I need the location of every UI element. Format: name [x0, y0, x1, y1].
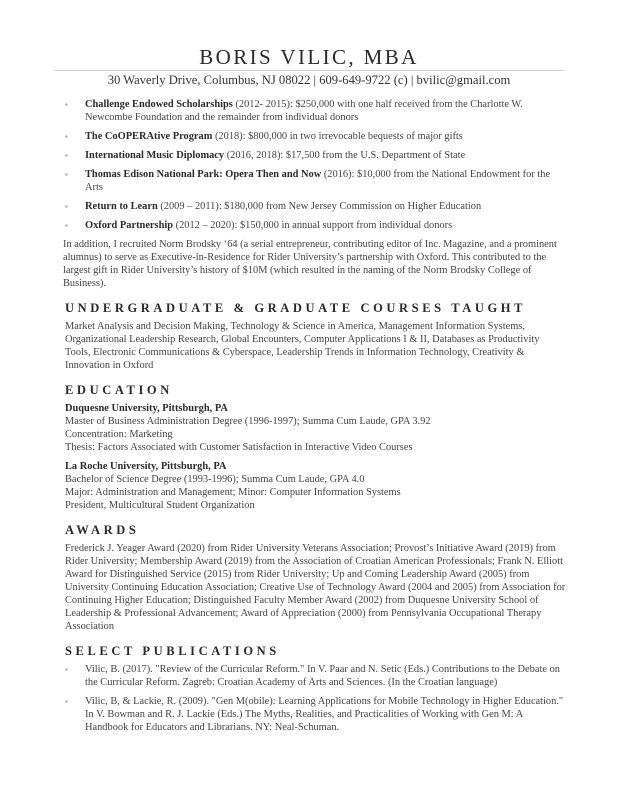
education-line: Master of Business Administration Degree (1996-1997); Summa Cum Laude, GPA 3.92	[65, 416, 431, 427]
publication-item	[65, 695, 567, 734]
grant-title: Thomas Edison National Park: Opera Then and Now	[85, 169, 322, 180]
awards-heading: AWARDS	[65, 523, 140, 537]
grant-item	[65, 98, 567, 124]
candidate-name: BORIS VILIC, MBA	[199, 45, 419, 69]
resume-body	[65, 98, 567, 740]
grant-title: The CoOPERAtive Program	[85, 131, 213, 142]
bullet-icon: ▪	[65, 202, 68, 211]
grant-detail: (2012- 2015): $250,000 with one half received from the Charlotte W. Newcombe Foundation and the remainder from individual donors	[85, 99, 523, 123]
publication-text: Vilic, B. (2017). "Review of the Curricular Reform." In V. Paar and N. Setic (Eds.) Contributions to the Debate on the Curricular Reform. Zagreb: Croatian Academy of Arts and Sciences. (In the Croatian language)	[85, 664, 560, 688]
bullet-icon: ▪	[65, 221, 68, 230]
grant-detail: (2018): $800,000 in two irrevocable bequests of major gifts	[212, 131, 463, 142]
grant-detail: (2009 – 2011): $180,000 from New Jersey Commission on Higher Education	[157, 201, 482, 212]
bullet-icon: ▪	[65, 132, 68, 141]
courses-heading: UNDERGRADUATE & GRADUATE COURSES TAUGHT	[65, 301, 527, 315]
bullet-icon: ▪	[65, 697, 68, 706]
grant-item	[65, 200, 567, 213]
awards-text: Frederick J. Yeager Award (2020) from Rider University Veterans Association; Provost’s Initiative Award (2019) from Rider University; Membership Award (2019) from the Association of Croatian American Professionals; Frank N. Elliott Award for Distinguished Service (2015) from Rider University; Up and Coming Leadership Award (2005) from University Continuing Education Association; Creative Use of Technology Award (2004 and 2005) from Association for Continuing Higher Education; Distinguished Faculty Member Award (2002) from Duquesne University School of Leadership & Professional Advancement; Award of Appreciation (2000) from Pennsylvania Occupational Therapy Association	[65, 543, 566, 632]
grant-title: Challenge Endowed Scholarships	[85, 99, 233, 110]
grant-item	[65, 168, 567, 194]
grant-title: Oxford Partnership	[85, 220, 174, 231]
bullet-icon: ▪	[65, 151, 68, 160]
grants-list	[65, 98, 567, 232]
education-line: Major: Administration and Management; Minor: Computer Information Systems	[65, 487, 401, 498]
grant-detail: (2016, 2018): $17,500 from the U.S. Department of State	[224, 150, 466, 161]
education-heading: EDUCATION	[65, 383, 173, 397]
education-line: Bachelor of Science Degree (1993-1996); Summa Cum Laude, GPA 4.0	[65, 474, 365, 485]
bullet-icon: ▪	[65, 100, 68, 109]
education-entry	[65, 402, 567, 454]
grant-detail: (2016): $10,000 from the National Endowment for the Arts	[85, 169, 551, 193]
addition-paragraph: In addition, I recruited Norm Brodsky ‘64 (a serial entrepreneur, contributing editor of Inc. Magazine, and a prominent alumnus) to serve as Executive-in-Residence for Rider University’s partnership with Oxford. This contributed to the largest gift in Rider University’s history of $10M (which resulted in the naming of the Norm Brodsky College of Business).	[63, 239, 557, 289]
grant-title: International Music Diplomacy	[85, 150, 225, 161]
grant-item	[65, 219, 567, 232]
education-entry	[65, 460, 567, 512]
education-line: President, Multicultural Student Organization	[65, 500, 255, 511]
school-name: La Roche University, Pittsburgh, PA	[65, 461, 227, 472]
publications-list	[65, 663, 567, 734]
publications-heading: SELECT PUBLICATIONS	[65, 644, 280, 658]
contact-line: 30 Waverly Drive, Columbus, NJ 08022 | 609-649-9722 (c) | bvilic@gmail.com	[107, 73, 511, 87]
education-line: Concentration: Marketing	[65, 429, 173, 440]
grant-item	[65, 130, 567, 143]
bullet-icon: ▪	[65, 170, 68, 179]
header-divider	[54, 70, 564, 71]
bullet-icon: ▪	[65, 665, 68, 674]
grant-detail: (2012 – 2020): $150,000 in annual support from individual donors	[173, 220, 453, 231]
school-name: Duquesne University, Pittsburgh, PA	[65, 403, 228, 414]
publication-text: Vilic, B, & Lackie, R. (2009). "Gen M(obile): Learning Applications for Mobile Technology in Higher Education." In V. Bowman and R. J. Lackie (Eds.) The Myths, Realities, and Practicalities of Working with Gen M: A Handbook for Educators and Librarians. NY: Neal-Schuman.	[85, 696, 564, 733]
grant-item	[65, 149, 567, 162]
courses-text: Market Analysis and Decision Making, Technology & Science in America, Management Information Systems, Organizational Leadership Research, Global Encounters, Computer Applications I & II, Databases as Productivity Tools, Electronic Communications & Cyberspace, Leadership Trends in Information Technology, Creativity & Innovation in Oxford	[65, 321, 540, 371]
publication-item	[65, 663, 567, 689]
grant-title: Return to Learn	[85, 201, 158, 212]
education-line: Thesis: Factors Associated with Customer Satisfaction in Interactive Video Courses	[65, 442, 413, 453]
